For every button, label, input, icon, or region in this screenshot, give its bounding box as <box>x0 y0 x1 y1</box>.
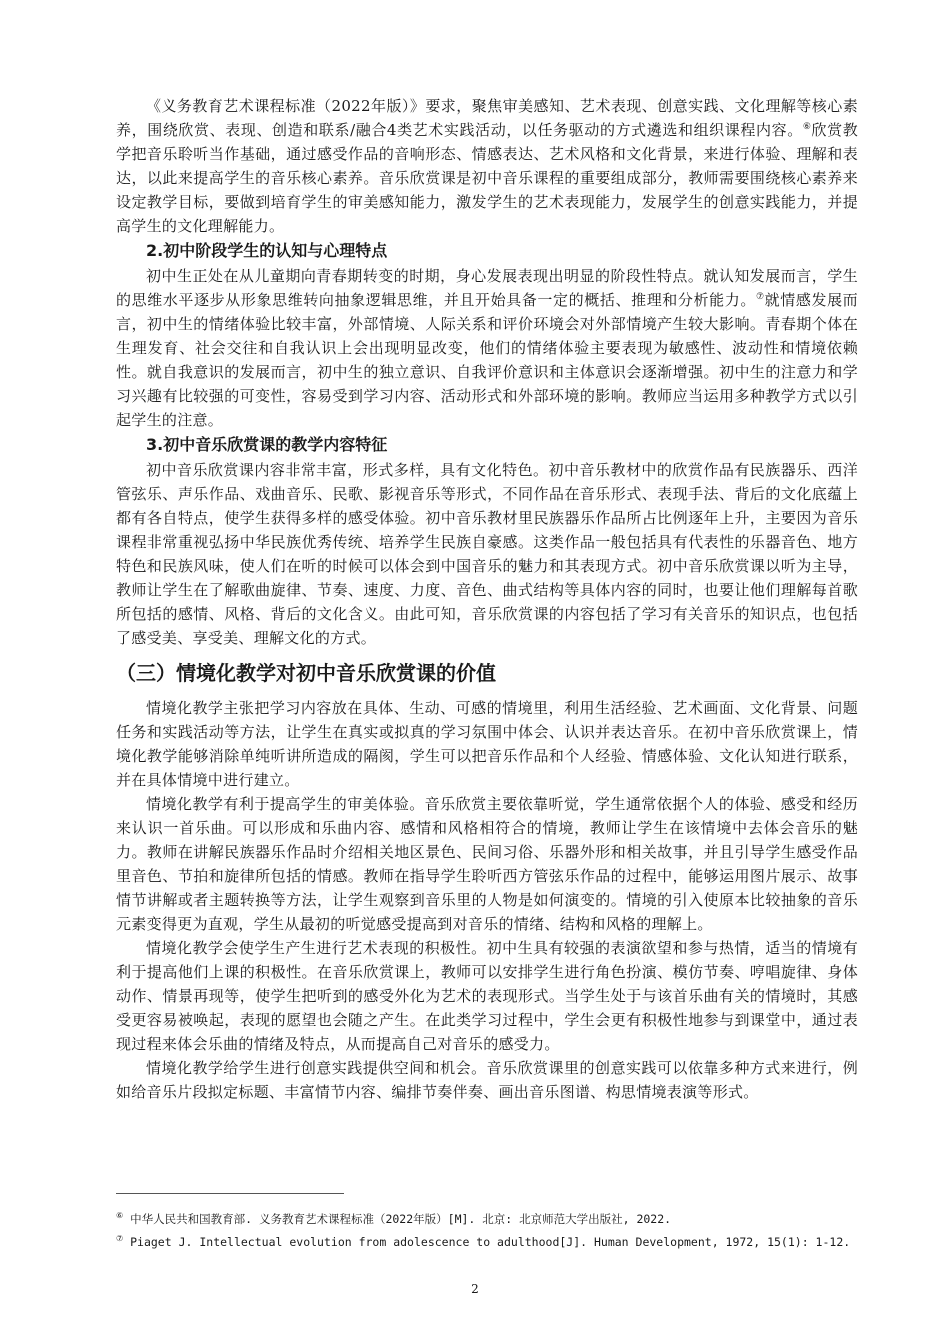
subheading-content-features: 3.初中音乐欣赏课的教学内容特征 <box>146 435 388 454</box>
footnote-ref-6[interactable]: ⑥ <box>802 122 812 132</box>
paragraph-content-features: 初中音乐欣赏课内容非常丰富，形式多样，具有文化特色。初中音乐教材中的欣赏作品有民族器乐、西洋管弦乐、声乐作品、戏曲音乐、民歌、影视音乐等形式，不同作品在音乐形式、表现手法、背后的文化底蕴上都有各自特点，使学生获得多样的感受体验。初中音乐教材里民族器乐作品所占比例逐年上升，主要因为音乐课程非常重视弘扬中华民族优秀传统、培养学生民族自豪感。这类作品一般包括具有代表性的乐器音色、地方特色和民族风味，使人们在听的时候可以体会到中国音乐的魅力和其表现方式。初中音乐欣赏课以听为主导，教师让学生在了解歌曲旋律、节奏、速度、力度、音色、曲式结构等具体内容的同时，也要让他们理解每首歌所包括的感情、风格、背后的文化含义。由此可知，音乐欣赏课的内容包括了学习有关音乐的知识点，也包括了感受美、享受美、理解文化的方式。 <box>116 461 858 647</box>
paragraph-cognition: 初中生正处在从儿童期向青春期转变的时期，身心发展表现出明显的阶段性特点。就认知发展而言，学生的思维水平逐步从形象思维转向抽象逻辑思维，并且开始具备一定的概括、推理和分析能力。⑦就情感发展而言，初中生的情绪体验比较丰富，外部情境、人际关系和评价环境会对外部情境产生较大影响。青春期个体在生理发育、社会交往和自我认识上会出现明显改变，他们的情绪体验主要表现为敏感性、波动性和情境依赖性。就自我意识的发展而言，初中生的独立意识、自我评价意识和主体意识会逐渐增强。初中生的注意力和学习兴趣有比较强的可变性，容易受到学习内容、活动形式和外部环境的影响。教师应当运用多种教学方式以引起学生的注意。 <box>116 267 858 429</box>
paragraph-aesthetic-experience: 情境化教学有利于提高学生的审美体验。音乐欣赏主要依靠听觉，学生通常依据个人的体验、感受和经历来认识一首乐曲。可以形成和乐曲内容、感情和风格相符合的情境，教师让学生在该情境中去体会音乐的魅力。教师在讲解民族器乐作品时介绍相关地区景色、民间习俗、乐器外形和相关故事，并且引导学生感受作品里音色、节拍和旋律所包括的情感。教师在指导学生聆听西方管弦乐作品的过程中，能够运用图片展示、故事情节讲解或者主题转换等方法，让学生观察到音乐里的人物是如何演变的。情境的引入使原本比较抽象的音乐元素变得更为直观，学生从最初的听觉感受提高到对音乐的情绪、结构和风格的理解上。 <box>116 795 858 933</box>
footnote-7: ⑦ Piaget J. Intellectual evolution from adolescence to adulthood[J]. Human Development, 1972, 15(1): 1-12. <box>116 1233 851 1249</box>
paragraph-creative-practice: 情境化教学给学生进行创意实践提供空间和机会。音乐欣赏课里的创意实践可以依靠多种方式来进行，例如给音乐片段拟定标题、丰富情节内容、编排节奏伴奏、画出音乐图谱、构思情境表演等形式。 <box>116 1059 858 1101</box>
subheading-cognition-psychology: 2.初中阶段学生的认知与心理特点 <box>146 241 388 260</box>
paragraph-artistic-expression: 情境化教学会使学生产生进行艺术表现的积极性。初中生具有较强的表演欲望和参与热情，适当的情境有利于提高他们上课的积极性。在音乐欣赏课上，教师可以安排学生进行角色扮演、模仿节奏、哼唱旋律、身体动作、情景再现等，使学生把听到的感受外化为艺术的表现形式。当学生处于与该首乐曲有关的情境时，其感受更容易被唤起，表现的愿望也会随之产生。在此类学习过程中，学生会更有积极性地参与到课堂中，通过表现过程来体会乐曲的情绪及特点，从而提高自己对音乐的感受力。 <box>116 939 858 1053</box>
footnote-divider <box>116 1193 344 1194</box>
paragraph-situational-intro: 情境化教学主张把学习内容放在具体、生动、可感的情境里，利用生活经验、艺术画面、文化背景、问题任务和实践活动等方法，让学生在真实或拟真的学习氛围中体会、认识并表达音乐。在初中音乐欣赏课上，情境化教学能够消除单纯听讲所造成的隔阂，学生可以把音乐作品和个人经验、情感体验、文化认知进行联系，并在具体情境中进行建立。 <box>116 699 858 789</box>
footnote-ref-7[interactable]: ⑦ <box>755 292 765 302</box>
page-number: 2 <box>471 1282 479 1296</box>
document-body <box>116 94 858 1104</box>
section-heading-value: （三）情境化教学对初中音乐欣赏课的价值 <box>116 661 496 685</box>
footnote-6: ⑥ 中华人民共和国教育部. 义务教育艺术课程标准（2022年版）[M]. 北京: 北京师范大学出版社, 2022. <box>116 1211 672 1226</box>
paragraph-curriculum-standard: 《义务教育艺术课程标准（2022年版）》要求，聚焦审美感知、艺术表现、创意实践、文化理解等核心素养，围绕欣赏、表现、创造和联系/融合4类艺术实践活动，以任务驱动的方式遴选和组织课程内容。⑥欣赏教学把音乐聆听当作基础，通过感受作品的音响形态、情感表达、艺术风格和文化背景，来进行体验、理解和表达，以此来提高学生的音乐核心素养。音乐欣赏课是初中音乐课程的重要组成部分，教师需要围绕核心素养来设定教学目标，要做到培育学生的审美感知能力，激发学生的艺术表现能力，发展学生的创意实践能力，并提高学生的文化理解能力。 <box>116 97 859 235</box>
footnotes <box>116 1193 858 1252</box>
